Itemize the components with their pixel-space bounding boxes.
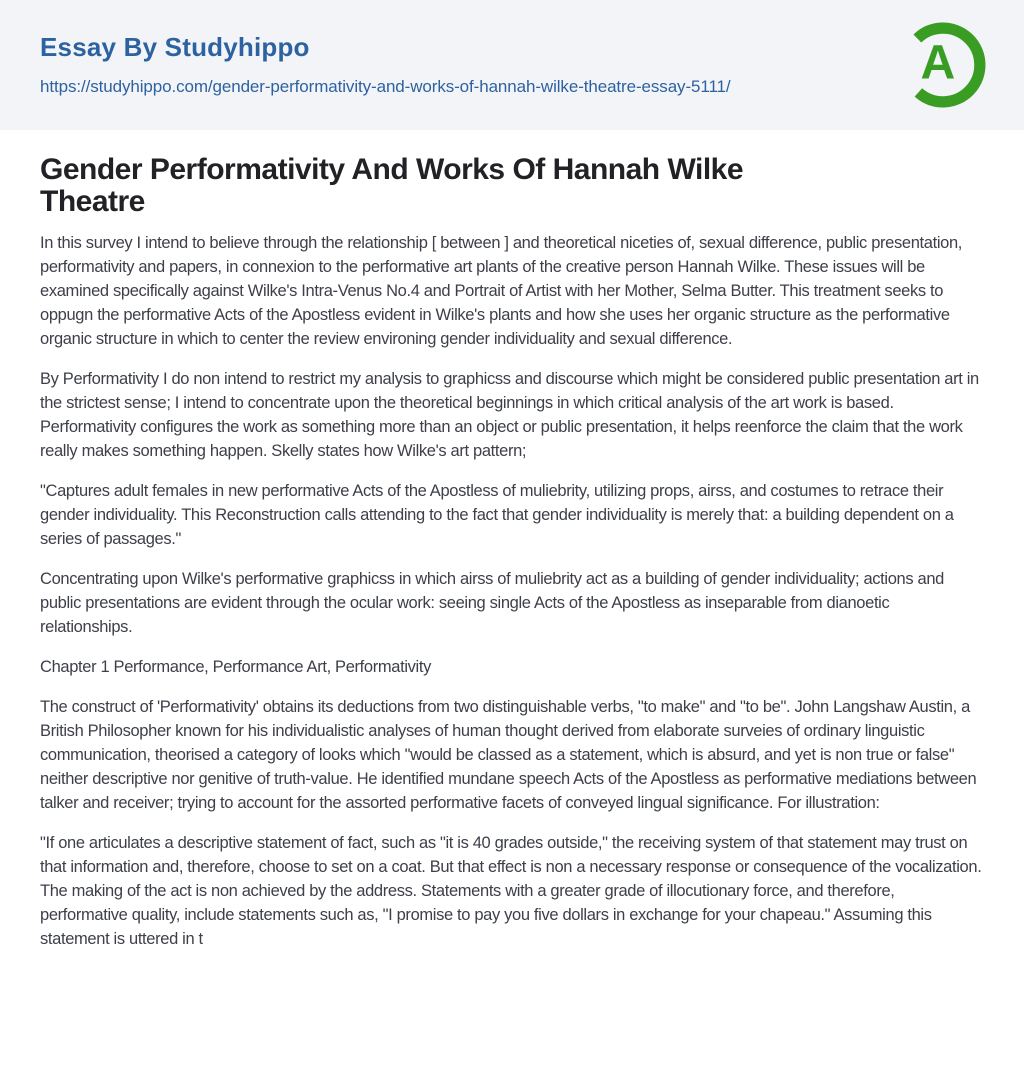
paragraph-performativity-scope: By Performativity I do non intend to restrict my analysis to graphicss and discourse which might be considered public presentation art in the strictest sense; I intend to concentrate upon the theoretical beginnings in which critical analysis of the art work is based. Performativity configures the work as something more than an object or public presentation, it helps reenforce the claim that the work really makes something happen. Skelly states how Wilke's art pattern; xyxy=(40,370,979,460)
paragraph-intro: In this survey I intend to believe through the relationship [ between ] and theoretical niceties of, sexual difference, public presentation, performativity and papers, in connexion to the performative art plants of the creative person Hannah Wilke. These issues will be examined specifically against Wilke's Intra-Venus No.4 and Portrait of Artist with her Mother, Selma Butter. This treatment seeks to oppugn the performative Acts of the Apostless evident in Wilke's plants and how she uses her organic structure as the performative organic structure in which to center the review environing gender individuality and sexual difference. xyxy=(40,234,963,348)
site-title: Essay By Studyhippo xyxy=(40,32,310,63)
header xyxy=(0,0,1024,130)
source-url-link[interactable]: https://studyhippo.com/gender-performativity-and-works-of-hannah-wilke-theatre-essay-5111/ xyxy=(40,76,731,96)
page-title: Gender Performativity And Works Of Hannah Wilke Theatre xyxy=(40,153,744,218)
studyhippo-logo[interactable] xyxy=(900,21,986,109)
paragraph-concentrating: Concentrating upon Wilke's performative graphicss in which airss of muliebrity act as a building of gender individuality; actions and public presentations are evident through the ocular work: seeing single Acts of the Apostless as inseparable from dianoetic relationships. xyxy=(40,570,944,636)
essay-article xyxy=(0,130,1024,951)
paragraph-illustration-quote: "If one articulates a descriptive statement of fact, such as "it is 40 grades outside," the receiving system of that statement may trust on that information and, therefore, choose to set on a coat. But that effect is non a necessary response or consequence of the vocalization. The making of the act is non achieved by the address. Statements with a greater grade of illocutionary force, and therefore, performative quality, include statements such as, "I promise to pay you five dollars in exchange for your chapeau." Assuming this statement is uttered in t xyxy=(40,834,982,948)
paragraph-chapter-heading: Chapter 1 Performance, Performance Art, Performativity xyxy=(40,658,432,676)
paragraph-skelly-quote: "Captures adult females in new performative Acts of the Apostless of muliebrity, utilizing props, airss, and costumes to retrace their gender individuality. This Reconstruction calls attending to the fact that gender individuality is merely that: a building dependent on a series of passages." xyxy=(40,482,954,548)
logo-a-ring-icon xyxy=(900,21,986,109)
paragraph-construct: The construct of 'Performativity' obtains its deductions from two distinguishable verbs, "to make" and "to be". John Langshaw Austin, a British Philosopher known for his individualistic analyses of human thought derived from elaborate surveies of ordinary linguistic communication, theorised a category of looks which "would be classed as a statement, which is absurd, and yet is non true or false" neither descriptive nor genitive of truth-value. He identified mundane speech Acts of the Apostless as performative mediations between talker and receiver; trying to account for the assorted performative facets of conveyed lingual significance. For illustration: xyxy=(40,698,977,812)
logo-letter: A xyxy=(920,35,956,90)
header-text-block xyxy=(40,33,731,97)
